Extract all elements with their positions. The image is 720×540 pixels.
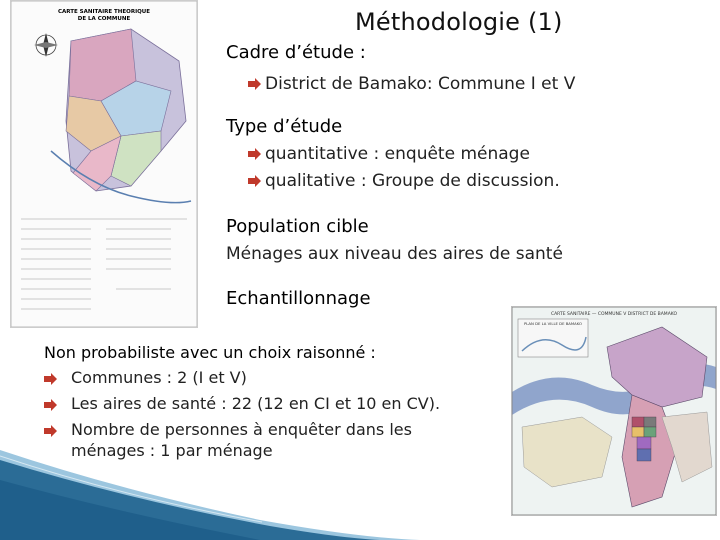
map-left-header-1: CARTE SANITAIRE THEORIQUE <box>57 9 151 15</box>
type-bullet-text-2: qualitative : Groupe de discussion. <box>265 171 560 191</box>
map-left-header-2: DE LA COMMUNE <box>77 16 131 22</box>
cadre-heading: Cadre d’étude : <box>226 42 366 63</box>
bullet-arrow-icon <box>44 373 57 385</box>
non-prob-heading: Non probabiliste avec un choix raisonné : <box>44 343 376 362</box>
echantillonnage-bullet-text-3: Nombre de personnes à enquêter dans les <box>71 420 412 439</box>
bullet-arrow-icon <box>44 399 57 411</box>
type-heading: Type d’étude <box>226 116 343 137</box>
cadre-bullet-text: District de Bamako: Commune I et V <box>265 74 576 94</box>
bullet-arrow-icon <box>248 175 261 187</box>
population-heading: Population cible <box>226 216 369 237</box>
echantillonnage-bullet <box>44 368 247 387</box>
cadre-bullet <box>248 74 575 94</box>
echantillonnage-bullet-text-1: Communes : 2 (I et V) <box>71 368 247 387</box>
echantillonnage-bullet-continuation: ménages : 1 par ménage <box>71 441 273 460</box>
echantillonnage-bullet-text-2: Les aires de santé : 22 (12 en CI et 10 en CV). <box>71 394 441 413</box>
bullet-arrow-icon <box>44 425 57 437</box>
bullet-arrow-icon <box>248 148 261 160</box>
decorative-wave <box>0 450 720 540</box>
population-text: Ménages aux niveau des aires de santé <box>226 244 563 264</box>
bullet-arrow-icon <box>248 78 261 90</box>
type-bullet <box>248 144 530 164</box>
slide-title: Méthodologie (1) <box>355 8 563 36</box>
map-right-inset-label: PLAN DE LA VILLE DE BAMAKO <box>523 321 583 326</box>
echantillonnage-bullet <box>44 394 440 413</box>
echantillonnage-bullet <box>44 420 412 439</box>
type-bullet-text-1: quantitative : enquête ménage <box>265 144 530 164</box>
map-right-header: CARTE SANITAIRE — COMMUNE V DISTRICT DE BAMAKO <box>550 312 678 317</box>
echantillonnage-heading: Echantillonnage <box>226 288 371 309</box>
commune-map-left <box>10 0 198 328</box>
type-bullet <box>248 171 560 191</box>
